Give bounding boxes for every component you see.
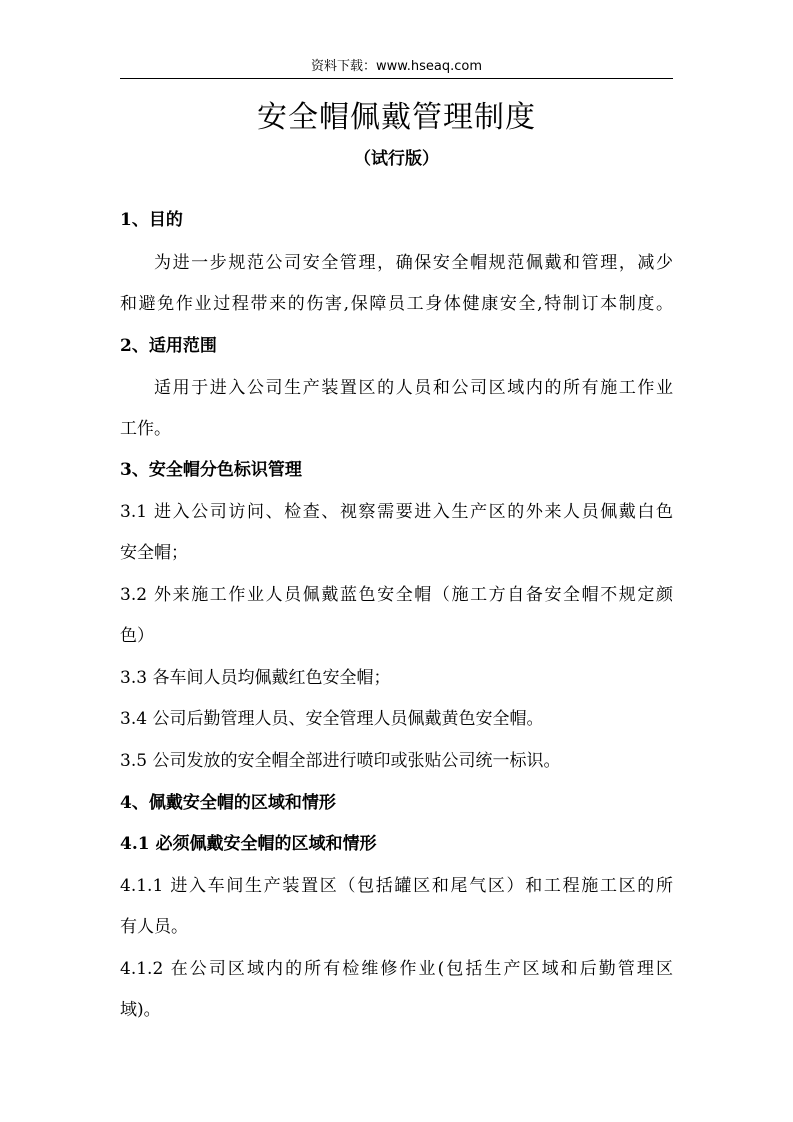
subsection-heading: 4.1 必须佩戴安全帽的区域和情形	[120, 834, 377, 854]
paragraph-line: 3.4 公司后勤管理人员、安全管理人员佩戴黄色安全帽。	[120, 709, 544, 729]
paragraph-line: 3.5 公司发放的安全帽全部进行喷印或张贴公司统一标识。	[120, 751, 561, 771]
paragraph-line: 为进一步规范公司安全管理，确保安全帽规范佩戴和管理，减少	[154, 253, 673, 273]
section-heading-color-coding: 3、安全帽分色标识管理	[120, 460, 302, 480]
paragraph-line: 有人员。	[120, 917, 188, 937]
paragraph-line: 和避免作业过程带来的伤害,保障员工身体健康安全,特制订本制度。	[120, 294, 673, 314]
document-subtitle: （试行版）	[354, 149, 439, 169]
paragraph-line: 安全帽；	[120, 543, 188, 563]
section-heading-purpose: 1、目的	[120, 210, 183, 230]
paragraph-line: 3.1 进入公司访问、检查、视察需要进入生产区的外来人员佩戴白色	[120, 502, 673, 522]
section-heading-scope: 2、适用范围	[120, 336, 217, 356]
paragraph-line: 4.1.2 在公司区域内的所有检维修作业(包括生产区域和后勤管理区	[120, 959, 673, 979]
document-title: 安全帽佩戴管理制度	[257, 100, 536, 135]
page-header: 资料下载：www.hseaq.com	[311, 59, 482, 74]
paragraph-line: 3.3 各车间人员均佩戴红色安全帽；	[120, 668, 391, 688]
paragraph-line: 适用于进入公司生产装置区的人员和公司区域内的所有施工作业	[154, 378, 673, 398]
paragraph-line: 4.1.1 进入车间生产装置区（包括罐区和尾气区）和工程施工区的所	[120, 876, 673, 896]
paragraph-line: 色）	[120, 626, 154, 646]
header-divider	[120, 78, 673, 79]
paragraph-line: 域)。	[120, 1000, 161, 1020]
paragraph-line: 3.2 外来施工作业人员佩戴蓝色安全帽（施工方自备安全帽不规定颜	[120, 585, 673, 605]
paragraph-line: 工作。	[120, 419, 171, 439]
section-heading-areas: 4、佩戴安全帽的区域和情形	[120, 793, 336, 813]
